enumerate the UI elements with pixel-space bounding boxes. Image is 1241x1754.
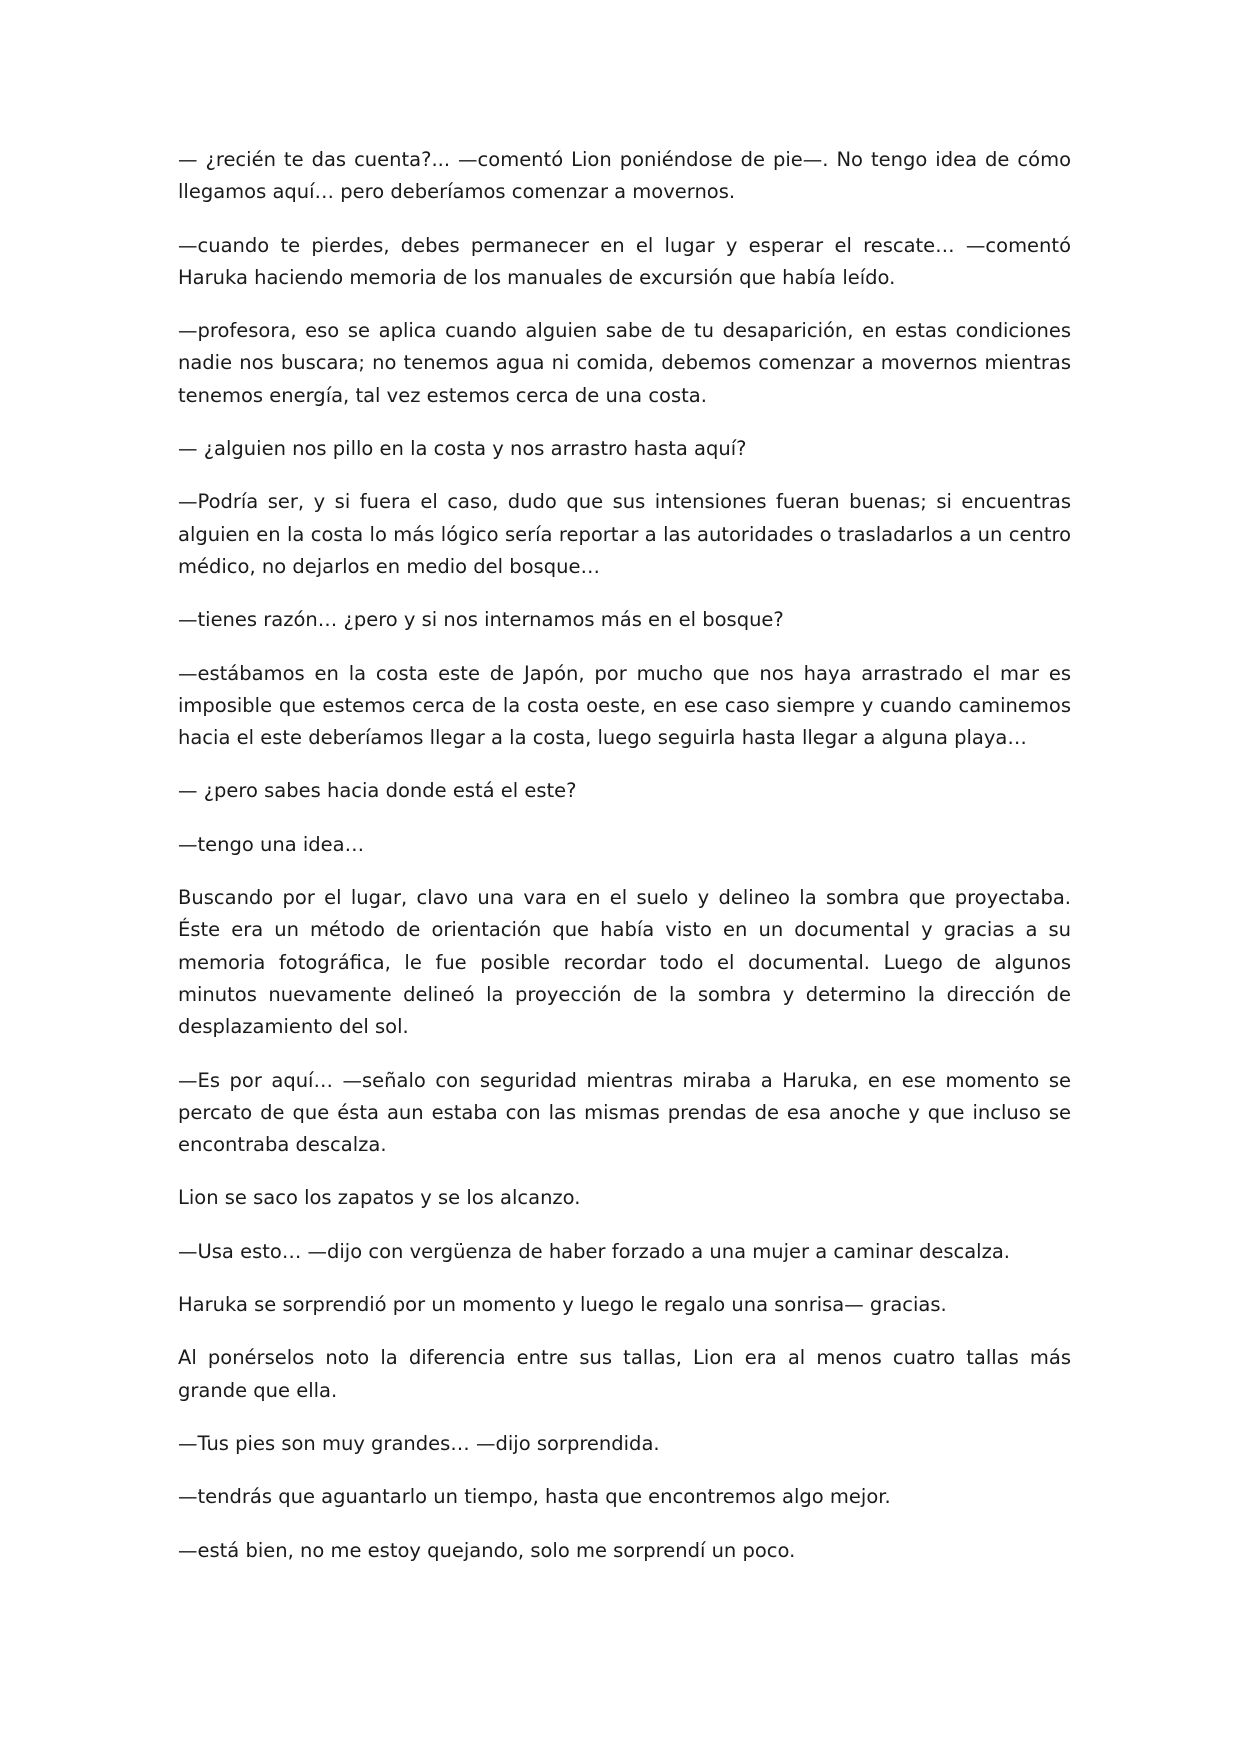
paragraph: —profesora, eso se aplica cuando alguien sabe de tu desaparición, en estas condiciones nadie nos buscara; no tenemos agua ni comida, debemos comenzar a movernos mientras tenemos energía, tal vez estemos cerca de una costa.: [178, 319, 1071, 407]
paragraph: Lion se saco los zapatos y se los alcanzo.: [178, 1186, 581, 1210]
paragraph: —Tus pies son muy grandes… —dijo sorprendida.: [178, 1431, 660, 1455]
paragraph: —Es por aquí… —señalo con seguridad mientras miraba a Haruka, en ese momento se percato de que ésta aun estaba con las mismas prendas de esa anoche y que incluso se encontraba descalza.: [178, 1068, 1071, 1157]
paragraph: — ¿pero sabes hacia donde está el este?: [178, 779, 577, 803]
paragraph: —está bien, no me estoy quejando, solo me sorprendí un poco.: [178, 1538, 796, 1562]
paragraph: —tengo una idea…: [178, 832, 365, 856]
paragraph: — ¿recién te das cuenta?... —comentó Lion poniéndose de pie—. No tengo idea de cómo llegamos aquí… pero deberíamos comenzar a movernos.: [178, 148, 1071, 204]
paragraph: —cuando te pierdes, debes permanecer en el lugar y esperar el rescate… —comentó Haruka haciendo memoria de los manuales de excursión que había leído.: [178, 233, 1071, 289]
paragraph: —tendrás que aguantarlo un tiempo, hasta que encontremos algo mejor.: [178, 1485, 891, 1509]
paragraph: —tienes razón… ¿pero y si nos internamos más en el bosque?: [178, 608, 784, 632]
paragraph: — ¿alguien nos pillo en la costa y nos arrastro hasta aquí?: [178, 437, 747, 461]
paragraph: Buscando por el lugar, clavo una vara en el suelo y delineo la sombra que proyectaba. Éste era un método de orientación que había visto en un documental y gracias a su memoria fotográfica, le fue posible recordar todo el documental. Luego de algunos minutos nuevamente delineó la proyección de la sombra y determino la dirección de desplazamiento del sol.: [178, 886, 1071, 1039]
paragraph: —Podría ser, y si fuera el caso, dudo que sus intensiones fueran buenas; si encuentras alguien en la costa lo más lógico sería reportar a las autoridades o trasladarlos a un centro médico, no dejarlos en medio del bosque…: [178, 490, 1071, 578]
paragraph: —Usa esto… —dijo con vergüenza de haber forzado a una mujer a caminar descalza.: [178, 1239, 1010, 1263]
paragraph: Al ponérselos noto la diferencia entre sus tallas, Lion era al menos cuatro tallas más grande que ella.: [178, 1346, 1071, 1402]
paragraph: Haruka se sorprendió por un momento y luego le regalo una sonrisa— gracias.: [178, 1293, 947, 1317]
paragraph: —estábamos en la costa este de Japón, por mucho que nos haya arrastrado el mar es imposible que estemos cerca de la costa oeste, en ese caso siempre y cuando caminemos hacia el este deberíamos llegar a la costa, luego seguirla hasta llegar a alguna playa…: [178, 661, 1071, 750]
body-text: [178, 144, 1071, 1588]
